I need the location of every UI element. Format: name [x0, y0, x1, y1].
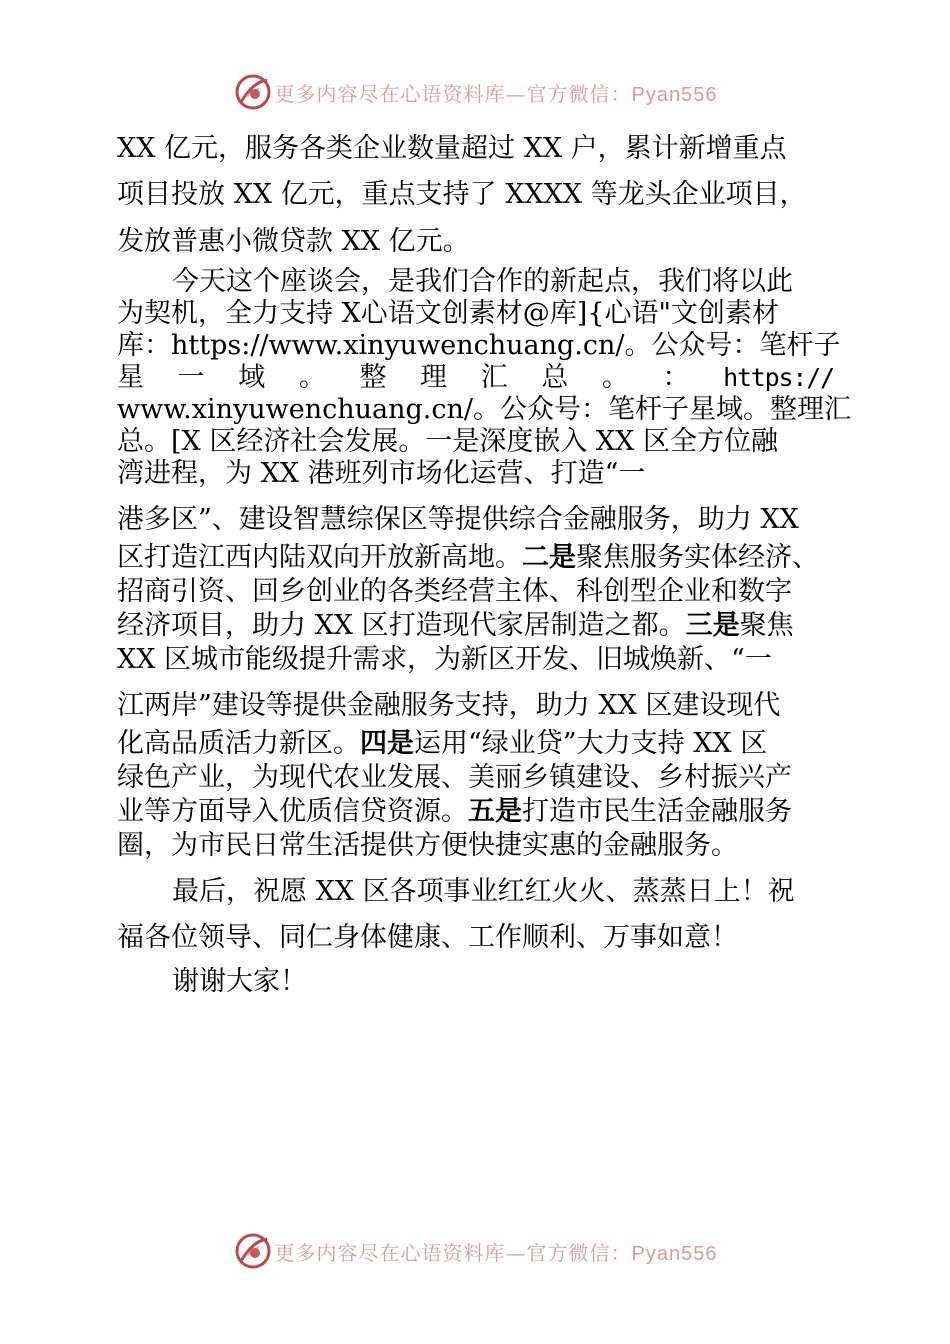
text-line: 业等方面导入优质信贷资源。五是打造市民生活金融服务 — [117, 796, 792, 827]
text-line: 库：https://www.xinyuwenchuang.cn/。公众号：笔杆子 — [117, 330, 841, 361]
watermark-text: 更多内容尽在心语资料库—官方微信：Pyan556 — [274, 81, 718, 106]
text-line: 发放普惠小微贷款 XX 亿元。 — [117, 226, 470, 257]
text-line: 绿色产业，为现代农业发展、美丽乡镇建设、乡村振兴产 — [117, 762, 792, 793]
text-line: 今天这个座谈会，是我们合作的新起点，我们将以此 — [172, 266, 793, 297]
text-line: 为契机，全力支持 X心语文创素材@库]{心语"文创素材 — [117, 298, 779, 329]
text-line: 化高品质活力新区。四是运用“绿业贷”大力支持 XX 区 — [117, 728, 768, 759]
header-watermark — [0, 70, 950, 114]
text-line: 最后，祝愿 XX 区各项事业红红火火、蒸蒸日上！祝 — [172, 876, 795, 907]
closing-line: 谢谢大家！ — [172, 966, 307, 997]
text-line: 总。[X 区经济社会发展。一是深度嵌入 XX 区全方位融 — [117, 426, 778, 457]
text-line: XX 区城市能级提升需求，为新区开发、旧城焕新、“一 — [117, 644, 772, 675]
keyword-fifth: 五是 — [468, 796, 522, 827]
watermark-text: 更多内容尽在心语资料库—官方微信：Pyan556 — [274, 1240, 718, 1265]
text-line: 福各位领导、同仁身体健康、工作顺利、万事如意！ — [117, 922, 738, 953]
brand-logo-icon — [233, 72, 273, 112]
text-line: XX 亿元，服务各类企业数量超过 XX 户，累计新增重点 — [117, 133, 787, 164]
brand-logo-icon — [233, 1231, 273, 1271]
text-line: 招商引资、回乡创业的各类经营主体、科创型企业和数字 — [117, 576, 792, 607]
footer-watermark — [0, 1229, 950, 1273]
text-line: www.xinyuwenchuang.cn/。公众号：笔杆子星域。整理汇 — [117, 394, 851, 425]
text-line: 区打造江西内陆双向开放新高地。二是聚焦服务实体经济、 — [117, 542, 819, 573]
keyword-fourth: 四是 — [360, 728, 414, 759]
text-line: 江两岸”建设等提供金融服务支持，助力 XX 区建设现代 — [117, 690, 781, 721]
text-line: 湾进程，为 XX 港班列市场化运营、打造“一 — [117, 458, 646, 489]
keyword-second: 二是 — [522, 542, 576, 573]
text-line: 经济项目，助力 XX 区打造现代家居制造之都。三是聚焦 — [117, 610, 794, 641]
text-line-justified: 星 一 域 。 整 理 汇 总 。 ： https:// — [117, 362, 834, 393]
text-line: 港多区”、建设智慧综保区等提供综合金融服务，助力 XX — [117, 504, 799, 535]
keyword-third: 三是 — [685, 610, 740, 641]
text-line: 项目投放 XX 亿元，重点支持了 XXXX 等龙头企业项目， — [117, 179, 807, 210]
text-line: 圈，为市民日常生活提供方便快捷实惠的金融服务。 — [117, 830, 738, 861]
